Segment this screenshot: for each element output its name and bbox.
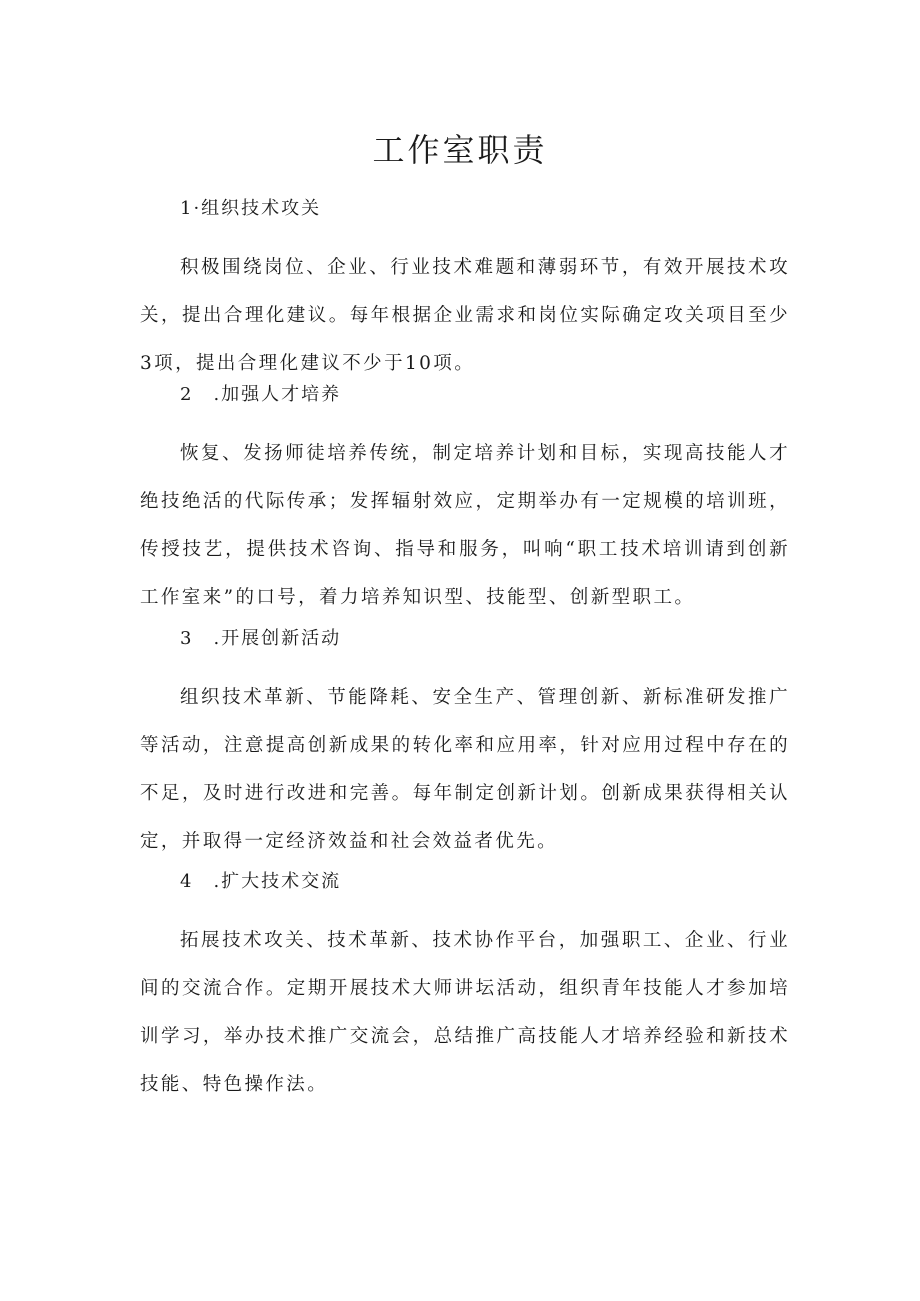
document-title: 工作室职责 bbox=[372, 131, 548, 169]
section-innovation-activities bbox=[140, 627, 790, 866]
section-heading: 4 .扩大技术交流 bbox=[180, 871, 342, 892]
section-body: 恢复、发扬师徒培养传统，制定培养计划和目标，实现高技能人才绝技绝活的代际传承；发挥辐射效应，定期举办有一定规模的培训班，传授技艺，提供技术咨询、指导和服务，叫响“职工技术培训请到创新工作室来”的口号，着力培养知识型、技能型、创新型职工。 bbox=[140, 443, 790, 608]
section-heading: 1·组织技术攻关 bbox=[180, 198, 322, 219]
section-body: 拓展技术攻关、技术革新、技术协作平台，加强职工、企业、行业间的交流合作。定期开展技术大师讲坛活动，组织青年技能人才参加培训学习，举办技术推广交流会，总结推广高技能人才培养经验和新技术技能、特色操作法。 bbox=[140, 930, 790, 1095]
section-heading: 2 .加强人才培养 bbox=[180, 384, 342, 405]
section-body: 积极围绕岗位、企业、行业技术难题和薄弱环节，有效开展技术攻关，提出合理化建议。每年根据企业需求和岗位实际确定攻关项目至少3项，提出合理化建议不少于10项。 bbox=[140, 257, 790, 374]
section-organize-tech-research bbox=[140, 197, 790, 388]
section-tech-exchange bbox=[140, 870, 790, 1109]
section-talent-training bbox=[140, 383, 790, 622]
section-heading: 3 .开展创新活动 bbox=[180, 628, 342, 649]
section-body: 组织技术革新、节能降耗、安全生产、管理创新、新标准研发推广等活动，注意提高创新成果的转化率和应用率，针对应用过程中存在的不足，及时进行改进和完善。每年制定创新计划。创新成果获得相关认定，并取得一定经济效益和社会效益者优先。 bbox=[140, 687, 790, 852]
